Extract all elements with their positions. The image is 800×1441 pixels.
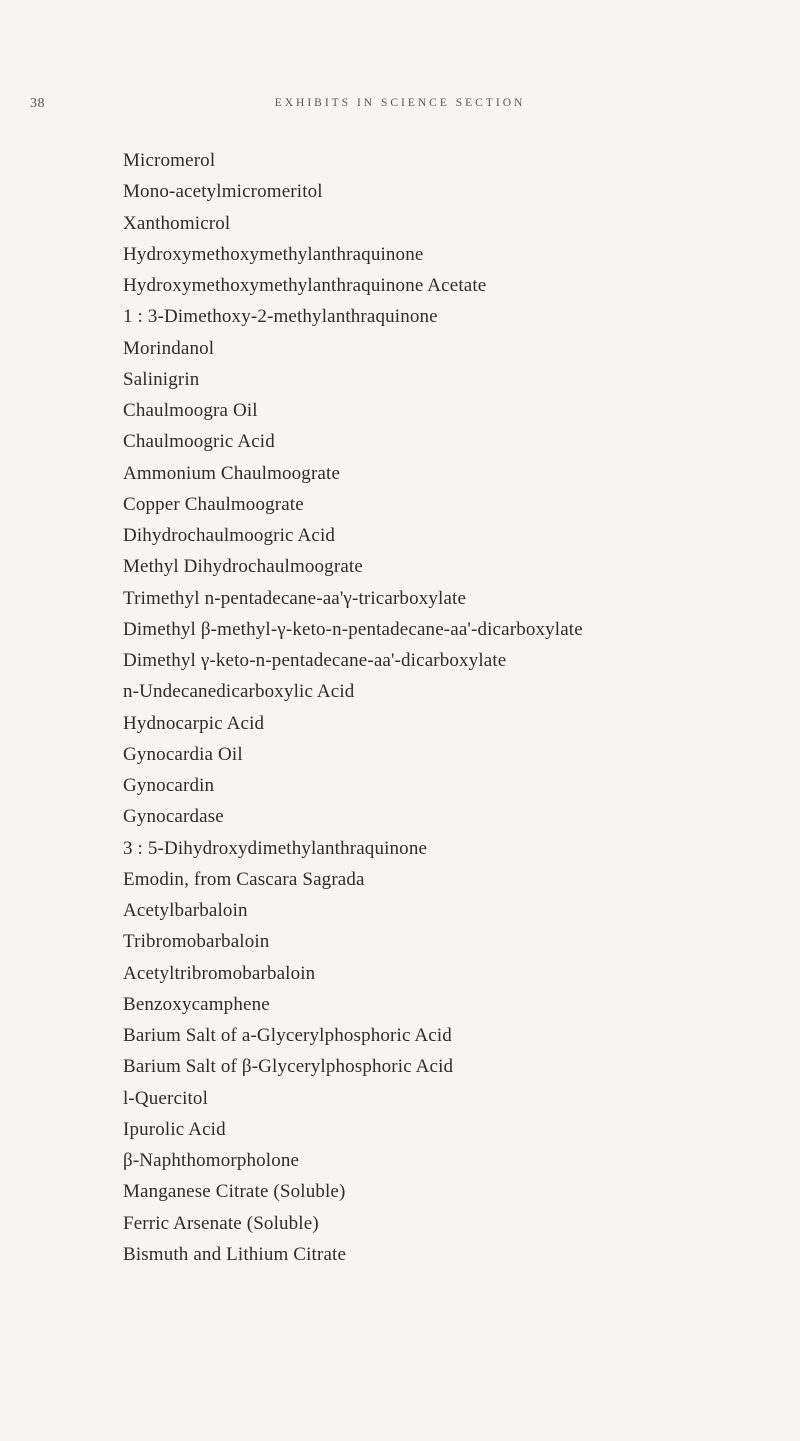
list-item: Emodin, from Cascara Sagrada <box>123 868 365 890</box>
list-item: Chaulmoogra Oil <box>123 400 258 421</box>
list-item: 3 : 5-Dihydroxydimethylanthraquinone <box>123 837 428 859</box>
list-item: Manganese Citrate (Soluble) <box>123 1181 346 1203</box>
list-item: Hydroxymethoxymethylanthraquinone Acetate <box>123 275 487 296</box>
list-item: Hydroxymethoxymethylanthraquinone <box>123 243 424 265</box>
list-item: Hydnocarpic Acid <box>123 712 265 734</box>
list-item: n-Undecanedicarboxylic Acid <box>123 681 355 703</box>
list-item: Bismuth and Lithium Citrate <box>123 1243 347 1265</box>
list-item: Morindanol <box>123 337 215 359</box>
list-item: Chaulmoogric Acid <box>123 431 275 453</box>
list-item: Trimethyl n-pentadecane-aa'γ-tricarboxylate <box>123 587 467 609</box>
list-item: Gynocardia Oil <box>123 743 243 765</box>
list-item: Tribromobarbaloin <box>123 931 270 953</box>
list-item: Methyl Dihydrochaulmoograte <box>123 556 363 578</box>
list-item: Dihydrochaulmoogric Acid <box>123 525 336 546</box>
list-item: Gynocardin <box>123 775 215 796</box>
list-item: Barium Salt of β-Glycerylphosphoric Acid <box>123 1056 454 1078</box>
list-item: 1 : 3-Dimethoxy-2-methylanthraquinone <box>123 306 438 328</box>
list-item: Benzoxycamphene <box>123 993 270 1015</box>
list-item: Dimethyl β-methyl-γ-keto-n-pentadecane-aa'-dicarboxylate <box>123 618 583 640</box>
list-item: Gynocardase <box>123 806 224 828</box>
list-item: Ipurolic Acid <box>123 1118 226 1140</box>
list-item: Dimethyl γ-keto-n-pentadecane-aa'-dicarboxylate <box>123 650 507 671</box>
list-item: Salinigrin <box>123 368 200 390</box>
page-number: 38 <box>30 96 45 111</box>
list-item: Barium Salt of a-Glycerylphosphoric Acid <box>123 1025 452 1046</box>
list-item: Copper Chaulmoograte <box>123 493 304 515</box>
list-item: Acetyltribromobarbaloin <box>123 962 316 984</box>
running-head: EXHIBITS IN SCIENCE SECTION <box>274 97 526 109</box>
exhibit-list <box>123 145 798 1270</box>
list-item: Micromerol <box>123 150 216 171</box>
list-item: Acetylbarbaloin <box>123 900 248 921</box>
list-item: Xanthomicrol <box>123 212 231 234</box>
list-item: Mono-acetylmicromeritol <box>123 181 323 203</box>
list-item: Ferric Arsenate (Soluble) <box>123 1212 319 1234</box>
list-item: Ammonium Chaulmoograte <box>123 462 341 484</box>
list-item: β-Naphthomorpholone <box>123 1150 300 1171</box>
list-item: l-Quercitol <box>123 1087 209 1109</box>
